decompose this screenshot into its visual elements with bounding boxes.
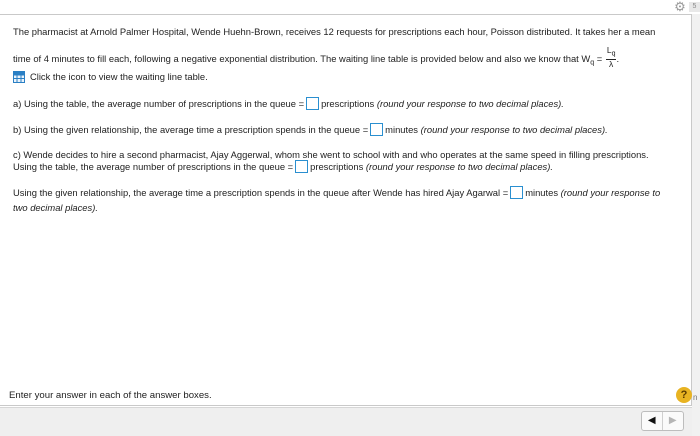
question-c-suffix: prescriptions <box>310 161 364 172</box>
question-a-suffix: prescriptions <box>321 98 375 109</box>
right-gutter <box>692 14 700 436</box>
top-bar <box>0 0 700 14</box>
question-a <box>13 98 564 111</box>
question-b-suffix: minutes <box>385 124 418 135</box>
fraction-tail: . <box>616 52 620 64</box>
table-link-row <box>13 71 208 84</box>
corner-badge: 5 <box>689 2 700 12</box>
answer-box-d[interactable] <box>510 186 523 199</box>
question-d-suffix: minutes <box>525 187 559 198</box>
question-c-note: (round your response to two decimal places). <box>365 161 553 172</box>
question-b-note: (round your response to two decimal places). <box>420 124 608 135</box>
intro-line-2 <box>13 45 620 71</box>
intro-line-1: The pharmacist at Arnold Palmer Hospital, Wende Huehn-Brown, receives 12 requests for prescriptions each hour, Poisson distributed. It takes her a mean <box>13 26 656 37</box>
lq-over-lambda-fraction <box>606 45 620 69</box>
table-link-text[interactable]: Click the icon to view the waiting line table. <box>30 71 208 82</box>
wq-subscript: q <box>590 59 595 67</box>
question-nav <box>641 411 684 431</box>
answer-box-b[interactable] <box>370 123 383 136</box>
intro-line-2-text: time of 4 minutes to fill each, following a negative exponential distribution. The waiting line table is provided below and also we know that W <box>13 52 591 64</box>
gutter-mark: n <box>693 393 698 402</box>
question-a-note: (round your response to two decimal places). <box>376 98 564 109</box>
question-d-note-1: (round your response to <box>560 187 661 198</box>
answer-box-a[interactable] <box>306 97 319 110</box>
fraction-denominator: λ <box>609 58 614 69</box>
help-icon[interactable]: ? <box>676 387 692 403</box>
question-c-prefix: Using the table, the average number of prescriptions in the queue = <box>13 161 294 172</box>
bottom-bar <box>0 407 692 436</box>
question-c-line-1: c) Wende decides to hire a second pharmacist, Ajay Aggerwal, whom she went to school with and who operates at the same speed in filling prescriptions. <box>13 149 649 160</box>
question-d-note-2: two decimal places). <box>13 202 98 213</box>
answer-instruction: Enter your answer in each of the answer boxes. <box>9 390 212 401</box>
fraction-numerator: $L_q$ <box>606 45 616 58</box>
next-arrow-icon[interactable]: ▶ <box>668 415 677 426</box>
answer-box-c[interactable] <box>295 160 308 173</box>
gear-icon[interactable]: ⚙ <box>674 0 686 14</box>
question-b-prefix: b) Using the given relationship, the average time a prescription spends in the queue = <box>13 124 369 135</box>
question-d <box>13 187 660 200</box>
previous-arrow-icon[interactable]: ◀ <box>642 412 663 430</box>
question-d-prefix: Using the given relationship, the average time a prescription spends in the queue after Wende has hired Ajay Agarwal = <box>13 187 509 198</box>
question-a-prefix: a) Using the table, the average number of prescriptions in the queue = <box>13 98 305 109</box>
question-c <box>13 161 553 174</box>
question-d-line-2 <box>13 202 98 214</box>
table-icon[interactable] <box>13 71 25 83</box>
wq-equals: = <box>594 52 605 64</box>
question-b <box>13 124 608 137</box>
